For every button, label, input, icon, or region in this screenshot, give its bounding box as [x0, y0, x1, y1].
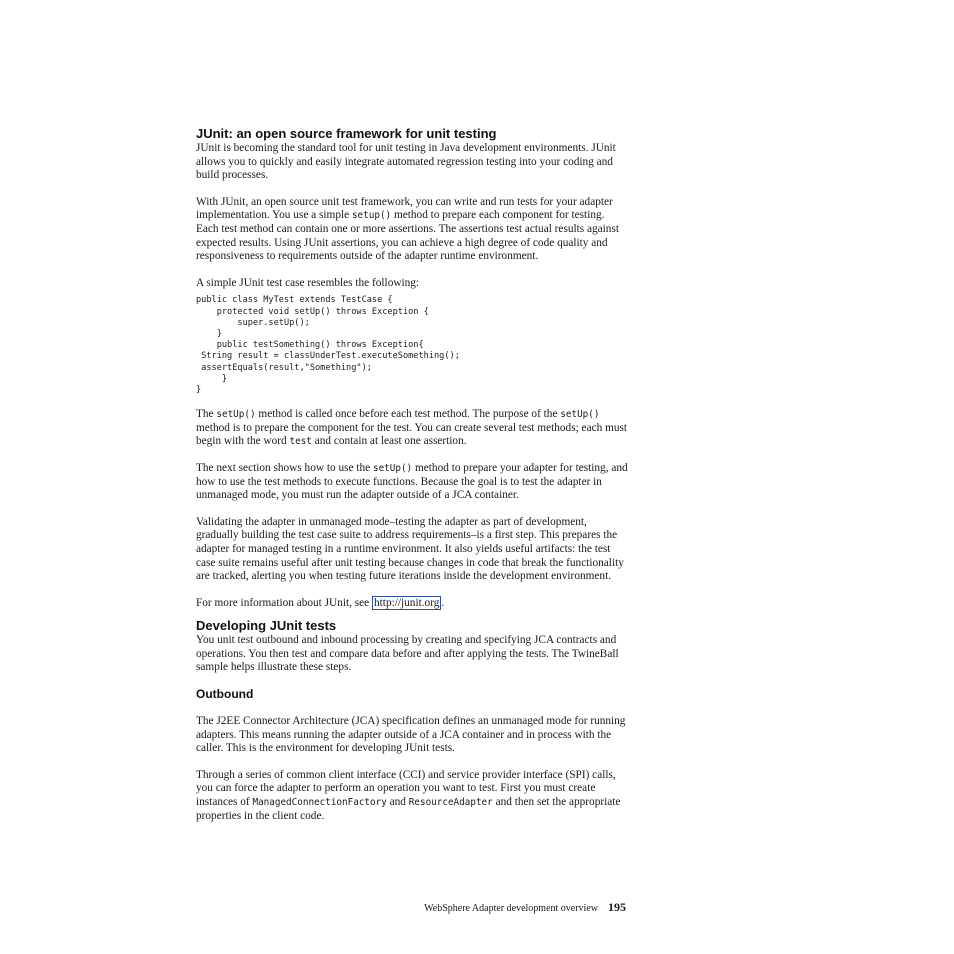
page-footer	[196, 900, 626, 915]
section-heading-junit: JUnit: an open source framework for unit testing	[196, 126, 497, 141]
section-heading-developing: Developing JUnit tests	[196, 618, 337, 634]
paragraph-more-info: For more information about JUnit, see http://junit.org .	[196, 596, 445, 609]
paragraph-test-case-intro: A simple JUnit test case resembles the following:	[196, 276, 420, 289]
code-sample: public class MyTest extends TestCase { protected void setUp() throws Exception { super.setUp(); } public testSomething() throws Exception{ String result = classUnderTest.executeSomething(); assertEquals(result,"Something"); } }	[196, 295, 460, 395]
paragraph-setup-explanation: The setUp() method is called once before each test method. The purpose of the setUp() method is to prepare the component for the test. You can create several test methods; each must begin with the word test and contain at least one assertion.	[196, 408, 628, 448]
paragraph-cci-spi: Through a series of common client interface (CCI) and service provider interface (SPI) calls, you can force the adapter to perform an operation you want to test. First you must create instances of ManagedConnectionFactory and ResourceAdapter and then set the appropriate properties in the client code.	[196, 768, 621, 822]
paragraph-next-section: The next section shows how to use the setUp() method to prepare your adapter for testing, and how to use the test methods to execute functions. Because the goal is to test the adapter in unmanaged mode, you must run the adapter outside of a JCA container.	[196, 461, 628, 502]
paragraph-jca-unmanaged: The J2EE Connector Architecture (JCA) specification defines an unmanaged mode for running adapters. This means running the adapter outside of a JCA container and in process with the caller. This is the environment for developing JUnit tests.	[196, 715, 626, 755]
paragraph-junit-framework: With JUnit, an open source unit test framework, you can write and run tests for your adapter implementation. You use a simple setup() method to prepare each component for testing. Each test method can contain one or more assertions. The assertions test actual results against expected results. Using JUnit assertions, you can achieve a high degree of code quality and responsiveness to requirements outside of the adapter runtime environment.	[196, 195, 619, 263]
junit-link[interactable]: http://junit.org	[374, 596, 440, 609]
document-page	[196, 126, 628, 823]
paragraph-junit-intro: JUnit is becoming the standard tool for unit testing in Java development environments. JUnit allows you to quickly and easily integrate automated regression testing into your coding and build processes.	[196, 142, 616, 182]
paragraph-developing: You unit test outbound and inbound processing by creating and specifying JCA contracts and operations. You then test and compare data before and after applying the tests. The TwineBall sample helps illustrate these steps.	[196, 634, 619, 674]
subsection-heading-outbound: Outbound	[196, 687, 254, 702]
footer-text: WebSphere Adapter development overview	[424, 903, 598, 914]
paragraph-validating: Validating the adapter in unmanaged mode–testing the adapter as part of development, gradually building the test case suite to address requirements–is a first step. This prepares the adapter for managed testing in a runtime environment. It also yields useful artifacts: the test case suite remains useful after unit testing because changes in code that break the functionality are tracked, alerting you when testing future iterations inside the development environment.	[196, 515, 624, 583]
inline-code-setup: setup()	[351, 210, 392, 222]
page-number: 195	[608, 900, 626, 914]
